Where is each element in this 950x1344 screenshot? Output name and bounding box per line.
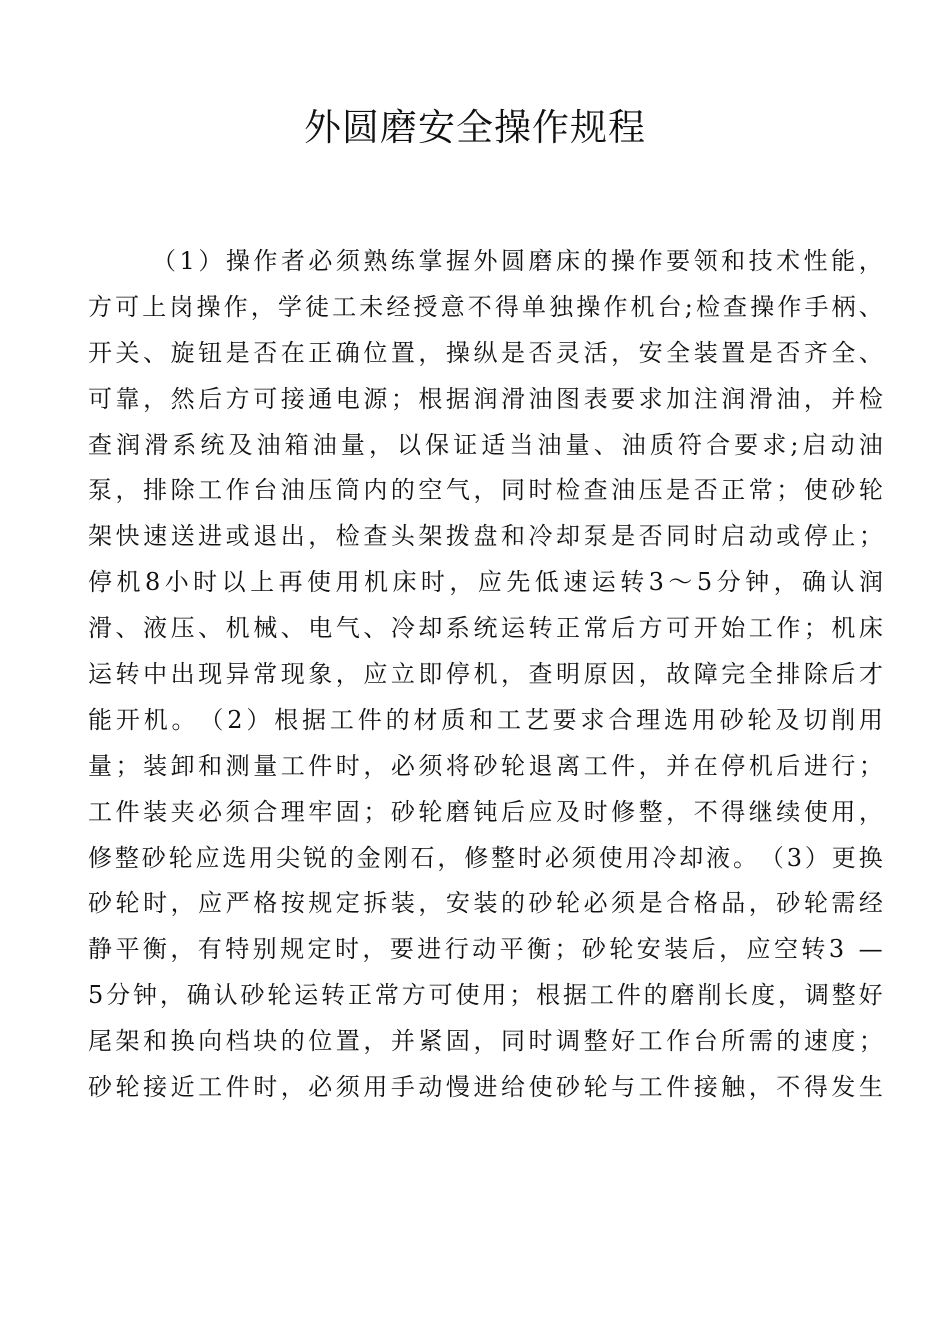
text-line: 工 件 装 夹 必 须 合 理 牢 固 ； 砂 轮 磨 钝 后 应 及 时 修 整 ， 不 得 继 续 使 用 ，: [88, 797, 883, 826]
text-line: 开 关 、 旋 钮 是 否 在 正 确 位 置 ， 操 纵 是 否 灵 活 ， 安 全 装 置 是 否 齐 全 、: [88, 338, 883, 367]
text-line: 砂 轮 接 近 工 件 时 ， 必 须 用 手 动 慢 进 给 使 砂 轮 与 工 件 接 触 ， 不 得 发 生: [88, 1073, 883, 1102]
text-line: 架 快 速 送 进 或 退 出 ， 检 查 头 架 拨 盘 和 冷 却 泵 是 否 同 时 启 动 或 停 止 ；: [88, 522, 883, 551]
document-title: 外圆磨安全操作规程: [304, 106, 646, 149]
text-line: 方 可 上 岗 操 作 ， 学 徒 工 未 经 授 意 不 得 单 独 操 作 机 台 ; 检 查 操 作 手 柄 、: [88, 292, 883, 321]
text-line: 砂 轮 时 ， 应 严 格 按 规 定 拆 装 ， 安 装 的 砂 轮 必 须 是 合 格 品 ， 砂 轮 需 经: [88, 889, 883, 918]
text-line: 运 转 中 出 现 异 常 现 象 ， 应 立 即 停 机 ， 查 明 原 因 ， 故 障 完 全 排 除 后 才: [88, 660, 883, 689]
text-line: 滑 、 液 压 、 机 械 、 电 气 、 冷 却 系 统 运 转 正 常 后 方 可 开 始 工 作 ； 机 床: [88, 614, 883, 643]
text-line: 可 靠 ， 然 后 方 可 接 通 电 源 ； 根 据 润 滑 油 图 表 要 求 加 注 润 滑 油 ， 并 检: [88, 384, 883, 413]
text-line: 查 润 滑 系 统 及 油 箱 油 量 ， 以 保 证 适 当 油 量 、 油 质 符 合 要 求 ; 启 动 油: [88, 430, 883, 459]
text-line: 尾 架 和 换 向 档 块 的 位 置 ， 并 紧 固 ， 同 时 调 整 好 工 作 台 所 需 的 速 度 ；: [88, 1027, 883, 1056]
text-line: 泵 ， 排 除 工 作 台 油 压 筒 内 的 空 气 ， 同 时 检 查 油 压 是 否 正 常 ； 使 砂 轮: [88, 476, 883, 505]
text-line: 能 开 机 。 （ 2 ） 根 据 工 件 的 材 质 和 工 艺 要 求 合 理 选 用 砂 轮 及 切 削 用: [88, 705, 883, 734]
text-line: 停 机 8 小 时 以 上 再 使 用 机 床 时 ， 应 先 低 速 运 转 3 〜 5 分 钟 ， 确 认 润: [88, 568, 883, 597]
text-line: 修 整 砂 轮 应 选 用 尖 锐 的 金 刚 石 ， 修 整 时 必 须 使 用 冷 却 液 。 （ 3 ） 更 换: [88, 843, 883, 872]
text-line: 量 ； 装 卸 和 测 量 工 件 时 ， 必 须 将 砂 轮 退 离 工 件 ， 并 在 停 机 后 进 行 ；: [88, 751, 883, 780]
text-line: 5 分 钟 ， 确 认 砂 轮 运 转 正 常 方 可 使 用 ； 根 据 工 件 的 磨 削 长 度 ， 调 整 好: [88, 981, 883, 1010]
text-line: 静 平 衡 ， 有 特 别 规 定 时 ， 要 进 行 动 平 衡 ； 砂 轮 安 装 后 ， 应 空 转 3 —: [88, 935, 883, 964]
text-line: （ 1 ） 操 作 者 必 须 熟 练 掌 握 外 圆 磨 床 的 操 作 要 领 和 技 术 性 能 ，: [152, 247, 883, 275]
document-body: [88, 239, 883, 1111]
